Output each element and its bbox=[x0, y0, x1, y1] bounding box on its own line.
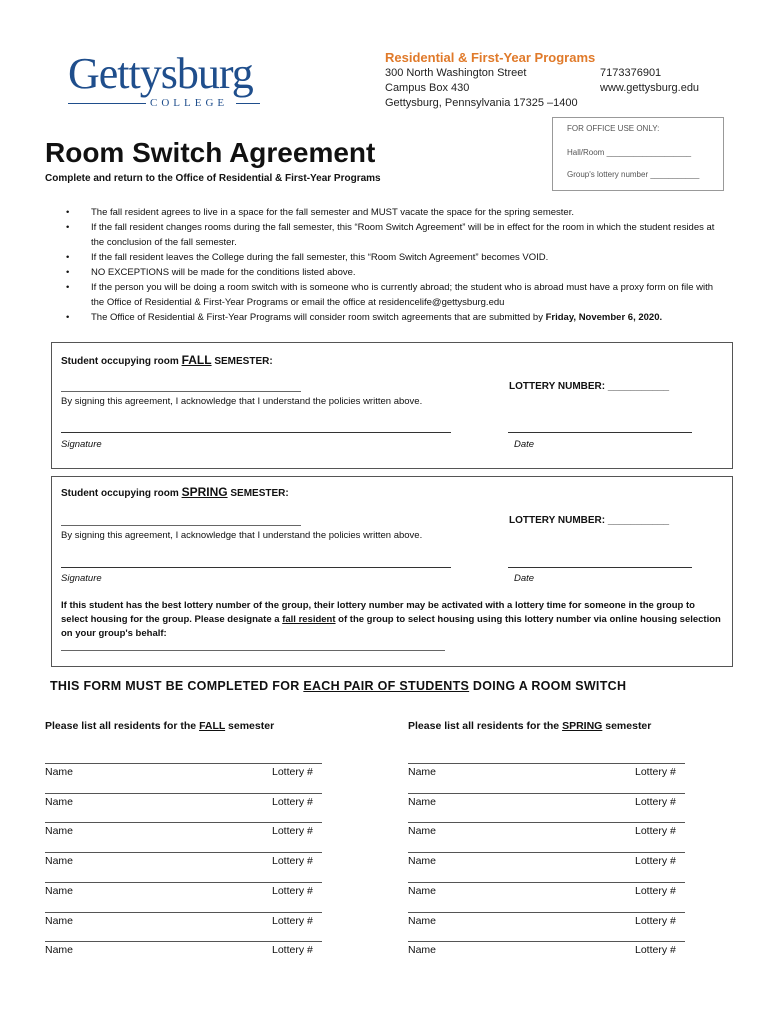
spring-signature-field[interactable] bbox=[61, 567, 451, 568]
fall-name-field[interactable] bbox=[61, 391, 301, 392]
spring-resident-lottery-label: Lottery # bbox=[635, 914, 676, 927]
heading-term: SPRING bbox=[181, 485, 228, 499]
spring-date-field[interactable] bbox=[508, 567, 692, 568]
spring-resident-field[interactable] bbox=[408, 852, 685, 853]
proxy-note-text: If this student has the best lottery number of the group, their lottery number may be activated with a lottery time for someone in the group to select housing for the group. Please designate a bbox=[61, 600, 695, 625]
logo-rule-left bbox=[68, 103, 146, 104]
date-label: Date bbox=[514, 573, 535, 584]
banner-emphasis: EACH PAIR OF STUDENTS bbox=[303, 679, 470, 693]
spring-lottery-number-field[interactable]: LOTTERY NUMBER: ___________ bbox=[509, 515, 670, 526]
form-banner bbox=[50, 679, 626, 693]
fall-resident-name-label: Name bbox=[45, 766, 74, 778]
address-block bbox=[385, 66, 578, 111]
fall-resident-lottery-label: Lottery # bbox=[272, 766, 313, 778]
spring-resident-lottery-label: Lottery # bbox=[635, 944, 676, 957]
spring-occupant-section bbox=[51, 476, 733, 667]
fall-resident-lottery-label: Lottery # bbox=[272, 855, 313, 868]
office-use-box bbox=[552, 117, 724, 191]
spring-resident-field[interactable] bbox=[408, 822, 685, 823]
designee-field[interactable] bbox=[61, 650, 445, 651]
spring-resident-name-label: Name bbox=[408, 766, 437, 778]
policy-item: • The fall resident agrees to live in a space for the fall semester and MUST vacate the space for the spring semester. bbox=[66, 205, 726, 220]
fall-resident-field[interactable] bbox=[45, 882, 322, 883]
policy-list bbox=[66, 205, 726, 325]
fall-acknowledgement: By signing this agreement, I acknowledge that I understand the policies written above. bbox=[61, 396, 423, 407]
website-link[interactable]: www.gettysburg.edu bbox=[600, 82, 700, 94]
policy-item: • NO EXCEPTIONS will be made for the conditions listed above. bbox=[66, 265, 726, 280]
fall-resident-name-label: Name bbox=[45, 944, 74, 957]
policy-item: • If the fall resident changes rooms during the fall semester, this “Room Switch Agreement” will be in effect for the room in which the student resides at the conclusion of the fall semester. bbox=[66, 220, 726, 250]
fall-resident-lottery-label: Lottery # bbox=[272, 914, 313, 927]
spring-resident-name-label: Name bbox=[408, 914, 437, 927]
spring-resident-lottery-label: Lottery # bbox=[635, 825, 676, 838]
spring-resident-field[interactable] bbox=[408, 763, 685, 764]
spring-name-field[interactable] bbox=[61, 525, 301, 526]
proxy-note bbox=[61, 599, 721, 641]
spring-acknowledgement: By signing this agreement, I acknowledge that I understand the policies written above. bbox=[61, 530, 423, 541]
date-label: Date bbox=[514, 439, 535, 450]
banner-text: DOING A ROOM SWITCH bbox=[469, 679, 627, 693]
signature-label: Signature bbox=[61, 439, 102, 450]
address-line: Campus Box 430 bbox=[385, 82, 470, 94]
heading-suffix: SEMESTER: bbox=[227, 488, 289, 499]
heading-suffix: SEMESTER: bbox=[211, 356, 273, 367]
spring-resident-field[interactable] bbox=[408, 941, 685, 942]
list-heading-suffix: semester bbox=[225, 720, 275, 732]
fall-resident-field[interactable] bbox=[45, 912, 322, 913]
signature-label: Signature bbox=[61, 573, 102, 584]
list-heading-prefix: Please list all residents for the bbox=[45, 720, 200, 732]
spring-resident-name-label: Name bbox=[408, 884, 437, 897]
spring-resident-name-label: Name bbox=[408, 825, 437, 838]
office-use-heading: FOR OFFICE USE ONLY: bbox=[567, 124, 660, 133]
phone-number: 7173376901 bbox=[600, 67, 662, 79]
spring-resident-name-label: Name bbox=[408, 795, 437, 808]
fall-resident-lottery-label: Lottery # bbox=[272, 825, 313, 838]
list-heading-prefix: Please list all residents for the bbox=[408, 720, 563, 732]
fall-resident-lottery-label: Lottery # bbox=[272, 795, 313, 808]
list-heading-term: SPRING bbox=[562, 720, 603, 732]
policy-item: • If the fall resident leaves the College during the fall semester, this “Room Switch Agreement” becomes VOID. bbox=[66, 250, 726, 265]
gettysburg-logo: Gettysburg bbox=[68, 49, 253, 98]
address-line: 300 North Washington Street bbox=[385, 67, 527, 79]
fall-resident-field[interactable] bbox=[45, 763, 322, 764]
fall-list-heading bbox=[45, 720, 274, 732]
proxy-note-emphasis: fall resident bbox=[282, 614, 336, 625]
fall-resident-name-label: Name bbox=[45, 884, 74, 897]
spring-resident-field[interactable] bbox=[408, 793, 685, 794]
fall-resident-name-label: Name bbox=[45, 855, 74, 868]
page-subtitle: Complete and return to the Office of Residential & First-Year Programs bbox=[45, 173, 381, 184]
spring-resident-lottery-label: Lottery # bbox=[635, 855, 676, 868]
proxy-note-text: of the group to select housing using this lottery number via online housing selection on your group's behalf: bbox=[61, 614, 721, 639]
list-heading-suffix: semester bbox=[602, 720, 652, 732]
spring-occupant-heading bbox=[61, 485, 289, 499]
fall-resident-field[interactable] bbox=[45, 852, 322, 853]
fall-occupant-section bbox=[51, 342, 733, 469]
fall-occupant-heading bbox=[61, 353, 273, 367]
fall-resident-field[interactable] bbox=[45, 822, 322, 823]
policy-text: The Office of Residential & First-Year Programs will consider room switch agreements that are submitted by bbox=[91, 312, 546, 323]
logo-subtitle: COLLEGE bbox=[150, 97, 229, 109]
spring-resident-lottery-label: Lottery # bbox=[635, 795, 676, 808]
policy-item: • If the person you will be doing a room switch with is someone who is currently abroad; the student who is abroad must have a proxy form on file with the Office of Residential & First-Year Programs or email the office at residencelife@gettysburg.edu bbox=[66, 280, 726, 310]
fall-resident-lottery-label: Lottery # bbox=[272, 884, 313, 897]
spring-resident-name-label: Name bbox=[408, 855, 437, 868]
contact-block bbox=[600, 66, 699, 96]
spring-list-heading bbox=[408, 720, 651, 732]
fall-resident-name-label: Name bbox=[45, 914, 74, 927]
deadline-text: Friday, November 6, 2020. bbox=[545, 312, 663, 323]
address-line: Gettysburg, Pennsylvania 17325 –1400 bbox=[385, 97, 578, 109]
policy-item bbox=[66, 310, 726, 325]
list-heading-term: FALL bbox=[199, 720, 226, 732]
department-title: Residential & First-Year Programs bbox=[385, 50, 596, 65]
heading-prefix: Student occupying room bbox=[61, 488, 182, 499]
spring-resident-lottery-label: Lottery # bbox=[635, 884, 676, 897]
heading-term: FALL bbox=[181, 353, 212, 367]
heading-prefix: Student occupying room bbox=[61, 356, 182, 367]
hall-room-field[interactable]: Hall/Room ___________________ bbox=[567, 148, 692, 157]
fall-resident-lottery-label: Lottery # bbox=[272, 944, 313, 957]
spring-resident-lottery-label: Lottery # bbox=[635, 766, 676, 778]
fall-lottery-number-field[interactable]: LOTTERY NUMBER: ___________ bbox=[509, 381, 670, 392]
spring-resident-field[interactable] bbox=[408, 882, 685, 883]
group-lottery-field[interactable]: Group's lottery number ___________ bbox=[567, 170, 700, 179]
fall-signature-field[interactable] bbox=[61, 432, 451, 433]
fall-resident-field[interactable] bbox=[45, 941, 322, 942]
fall-resident-name-label: Name bbox=[45, 795, 74, 808]
logo-rule-right bbox=[236, 103, 260, 104]
spring-resident-name-label: Name bbox=[408, 944, 437, 957]
page-title: Room Switch Agreement bbox=[45, 137, 376, 168]
spring-resident-field[interactable] bbox=[408, 912, 685, 913]
fall-date-field[interactable] bbox=[508, 432, 692, 433]
banner-text: THIS FORM MUST BE COMPLETED FOR bbox=[50, 679, 304, 693]
fall-resident-name-label: Name bbox=[45, 825, 74, 838]
fall-resident-field[interactable] bbox=[45, 793, 322, 794]
